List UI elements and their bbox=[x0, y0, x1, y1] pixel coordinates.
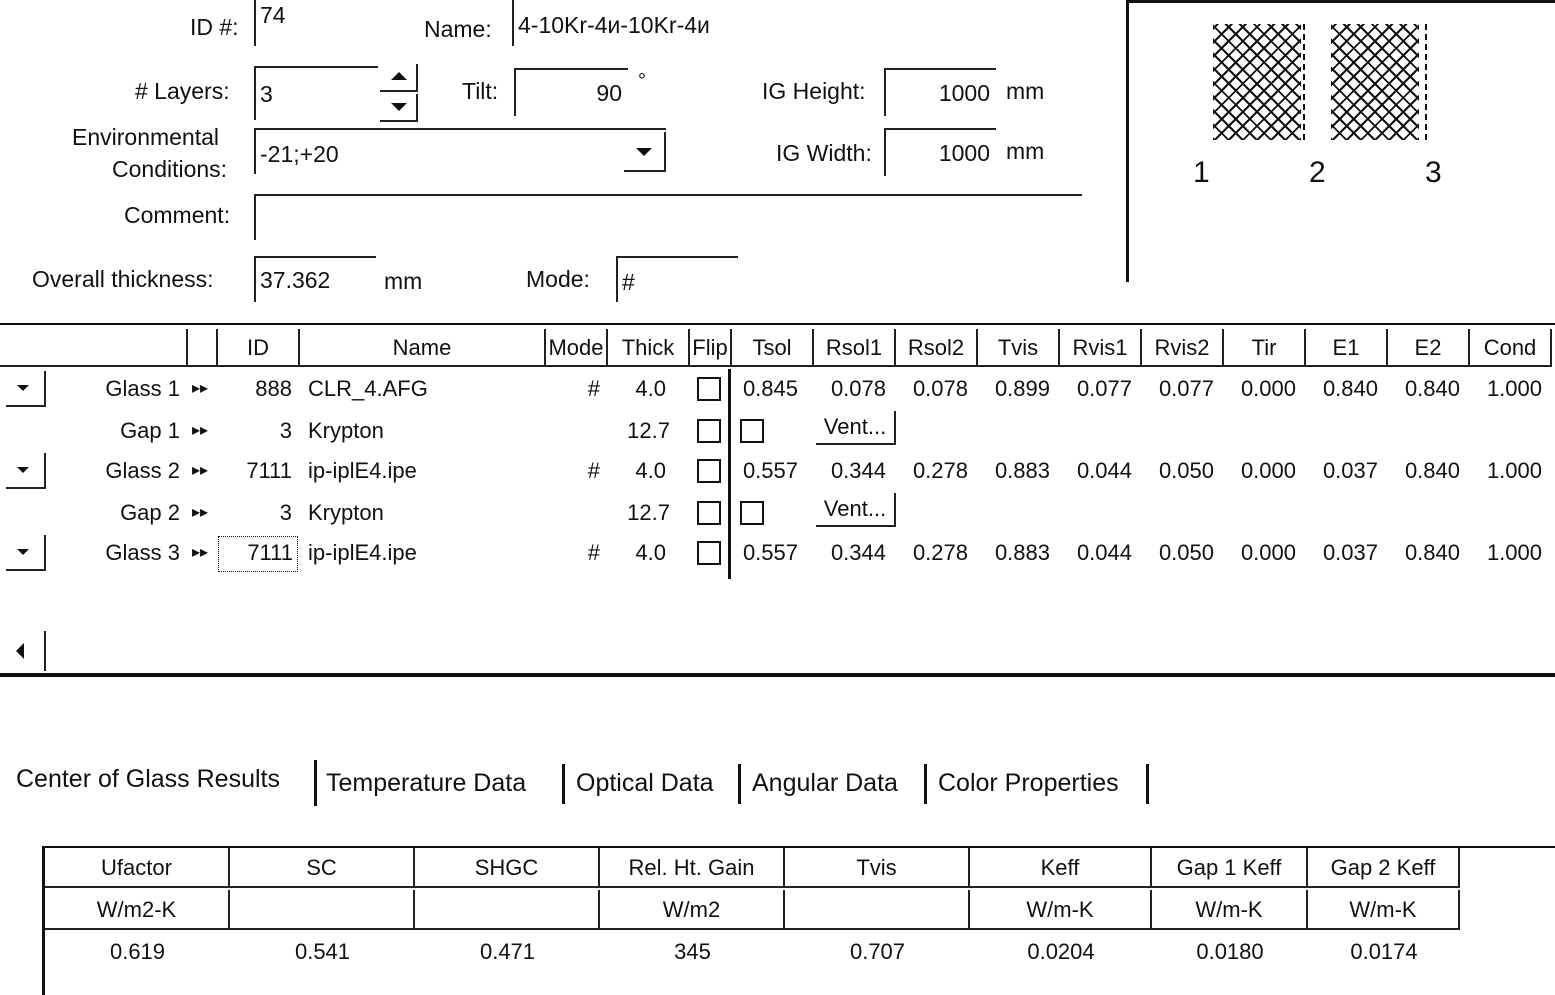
result-value-sc: 0.541 bbox=[294, 939, 351, 964]
grid-header-thick[interactable]: Thick bbox=[608, 329, 690, 367]
result-header-sc: SC bbox=[230, 848, 415, 888]
grid-header-rvis2[interactable]: Rvis2 bbox=[1142, 329, 1224, 367]
preview-top-border bbox=[1129, 0, 1555, 9]
result-value-keff: 0.0204 bbox=[1027, 939, 1095, 964]
result-value-gap1-keff: 0.0180 bbox=[1196, 939, 1264, 964]
chevron-down-icon bbox=[17, 549, 29, 555]
layers-field[interactable]: 3 bbox=[254, 66, 378, 120]
rvis1: 0.044 bbox=[1076, 458, 1132, 483]
arrows-icon[interactable]: ▸▸ bbox=[192, 544, 209, 561]
gap-checkbox[interactable] bbox=[740, 419, 764, 443]
glass-3-dropdown-button[interactable] bbox=[6, 535, 46, 571]
grid-header-tvis[interactable]: Tvis bbox=[978, 329, 1060, 367]
gap-divider-1 bbox=[1303, 24, 1305, 140]
tvis: 0.899 bbox=[994, 376, 1050, 401]
grid-header-e1[interactable]: E1 bbox=[1306, 329, 1388, 367]
vent-button[interactable]: Vent... bbox=[816, 411, 896, 445]
arrow-up-icon bbox=[391, 72, 407, 80]
layer-thick: 4.0 bbox=[635, 376, 666, 401]
result-value-gap2-keff: 0.0174 bbox=[1350, 939, 1418, 964]
tab-divider bbox=[314, 760, 317, 806]
e1: 0.037 bbox=[1322, 458, 1378, 483]
grid-header-mode[interactable]: Mode bbox=[546, 329, 608, 367]
grid-header-name[interactable]: Name bbox=[300, 329, 546, 367]
layer-label: Glass 2 bbox=[105, 458, 180, 483]
arrows-icon[interactable]: ▸▸ bbox=[192, 422, 209, 439]
results-table bbox=[42, 846, 1555, 995]
chevron-down-icon bbox=[636, 148, 652, 156]
result-unit-keff: W/m-K bbox=[970, 890, 1152, 930]
layer-name: CLR_4.AFG bbox=[308, 376, 428, 401]
result-value-tvis: 0.707 bbox=[849, 939, 906, 964]
chevron-down-icon bbox=[17, 385, 29, 391]
ig-height-field[interactable]: 1000 bbox=[884, 68, 996, 116]
result-header-gap1-keff: Gap 1 Keff bbox=[1152, 848, 1308, 888]
result-unit-tvis bbox=[785, 890, 970, 930]
comment-label: Comment: bbox=[124, 202, 231, 228]
preview-label-3: 3 bbox=[1425, 156, 1442, 189]
layer-grid bbox=[0, 323, 1555, 680]
layer-id[interactable]: 888 bbox=[255, 376, 292, 401]
tab-center-of-glass-results[interactable]: Center of Glass Results bbox=[16, 765, 280, 793]
cond: 1.000 bbox=[1486, 376, 1542, 401]
grid-header-rsol2[interactable]: Rsol2 bbox=[896, 329, 978, 367]
preview-label-1: 1 bbox=[1193, 156, 1210, 189]
glass-layer-3-icon bbox=[1331, 24, 1419, 140]
result-unit-rel-ht-gain: W/m2 bbox=[600, 890, 785, 930]
layer-thick: 4.0 bbox=[635, 458, 666, 483]
layer-label: Gap 2 bbox=[120, 500, 180, 525]
layer-name: ip-iplE4.ipe bbox=[308, 458, 417, 483]
layer-name: Krypton bbox=[308, 500, 384, 525]
tir: 0.000 bbox=[1240, 376, 1296, 401]
layer-label: Glass 1 bbox=[105, 376, 180, 401]
degree-unit: ° bbox=[638, 70, 646, 92]
layer-id[interactable]: 3 bbox=[279, 418, 292, 443]
spin-down-button[interactable] bbox=[380, 94, 418, 122]
name-field[interactable]: 4-10Kr-4и-10Kr-4и bbox=[512, 0, 1082, 46]
layers-label: # Layers: bbox=[135, 78, 230, 104]
rvis2: 0.050 bbox=[1158, 540, 1214, 565]
grid-header-flip[interactable]: Flip bbox=[690, 329, 732, 367]
env-label-2: Conditions: bbox=[112, 156, 228, 182]
layer-id[interactable]: 7111 bbox=[246, 458, 292, 483]
tab-temperature-data[interactable]: Temperature Data bbox=[326, 769, 527, 797]
flip-column-divider bbox=[728, 369, 731, 579]
thickness-unit: mm bbox=[384, 268, 423, 294]
result-unit-shgc bbox=[415, 890, 600, 930]
rvis2: 0.077 bbox=[1158, 376, 1214, 401]
env-conditions-select[interactable]: -21;+20 bbox=[254, 128, 666, 174]
e1: 0.037 bbox=[1322, 540, 1378, 565]
result-header-rel-ht-gain: Rel. Ht. Gain bbox=[600, 848, 785, 888]
id-field[interactable]: 74 bbox=[254, 0, 376, 46]
arrow-down-icon bbox=[391, 103, 407, 111]
layer-name: Krypton bbox=[308, 418, 384, 443]
e2: 0.840 bbox=[1404, 458, 1460, 483]
layer-thick: 4.0 bbox=[635, 540, 666, 565]
ig-width-field[interactable]: 1000 bbox=[884, 128, 996, 176]
layer-name: ip-iplE4.ipe bbox=[308, 540, 417, 565]
grid-header-tsol[interactable]: Tsol bbox=[732, 329, 814, 367]
gap-divider-2 bbox=[1425, 24, 1427, 140]
flip-checkbox[interactable] bbox=[697, 419, 721, 443]
thickness-field: 37.362 bbox=[254, 256, 376, 302]
tsol: 0.557 bbox=[742, 540, 798, 565]
layer-id[interactable]: 3 bbox=[279, 500, 292, 525]
scroll-left-button[interactable] bbox=[6, 631, 46, 671]
spin-up-button[interactable] bbox=[380, 64, 418, 92]
e1: 0.840 bbox=[1322, 376, 1378, 401]
name-label: Name: bbox=[424, 16, 492, 42]
tvis: 0.883 bbox=[994, 540, 1050, 565]
layer-mode: # bbox=[587, 458, 600, 483]
result-header-gap2-keff: Gap 2 Keff bbox=[1308, 848, 1460, 888]
result-unit-gap1-keff: W/m-K bbox=[1152, 890, 1308, 930]
tab-divider bbox=[924, 764, 927, 804]
thickness-label: Overall thickness: bbox=[32, 266, 214, 292]
tsol: 0.557 bbox=[742, 458, 798, 483]
grid-header-blank bbox=[0, 329, 188, 367]
result-value-shgc: 0.471 bbox=[479, 939, 536, 964]
tab-color-properties[interactable]: Color Properties bbox=[938, 769, 1119, 797]
arrows-icon[interactable]: ▸▸ bbox=[192, 462, 209, 479]
rvis1: 0.077 bbox=[1076, 376, 1132, 401]
tir: 0.000 bbox=[1240, 540, 1296, 565]
grid-bottom-border bbox=[0, 673, 1555, 677]
e2: 0.840 bbox=[1404, 376, 1460, 401]
layer-thick: 12.7 bbox=[627, 500, 670, 525]
layer-label: Gap 1 bbox=[120, 418, 180, 443]
layer-thick: 12.7 bbox=[627, 418, 670, 443]
arrows-icon[interactable]: ▸▸ bbox=[192, 504, 209, 521]
rsol2: 0.078 bbox=[912, 376, 968, 401]
ig-height-unit: mm bbox=[1006, 78, 1045, 104]
tab-divider bbox=[1146, 764, 1149, 804]
grid-header-e2[interactable]: E2 bbox=[1388, 329, 1470, 367]
result-unit-gap2-keff: W/m-K bbox=[1308, 890, 1460, 930]
tsol: 0.845 bbox=[742, 376, 798, 401]
ig-height-label: IG Height: bbox=[762, 78, 866, 104]
grid-header-rvis1[interactable]: Rvis1 bbox=[1060, 329, 1142, 367]
result-value-ufactor: 0.619 bbox=[109, 939, 166, 964]
env-label-1: Environmental bbox=[72, 124, 220, 150]
result-header-shgc: SHGC bbox=[415, 848, 600, 888]
tab-divider bbox=[738, 764, 741, 804]
glass-2-dropdown-button[interactable] bbox=[6, 453, 46, 489]
grid-header-arrow bbox=[188, 329, 218, 367]
result-unit-sc bbox=[230, 890, 415, 930]
e2: 0.840 bbox=[1404, 540, 1460, 565]
tab-divider bbox=[562, 764, 565, 804]
cond: 1.000 bbox=[1486, 540, 1542, 565]
id-label: ID #: bbox=[190, 14, 239, 40]
tab-angular-data[interactable]: Angular Data bbox=[752, 769, 898, 797]
tilt-label: Tilt: bbox=[462, 78, 499, 104]
flip-checkbox[interactable] bbox=[697, 377, 721, 401]
result-unit-ufactor: W/m2-K bbox=[45, 890, 230, 930]
layer-preview-panel bbox=[1126, 0, 1555, 282]
mode-field[interactable]: # bbox=[616, 256, 738, 302]
grid-header-cond[interactable]: Cond bbox=[1470, 329, 1552, 367]
ig-width-unit: mm bbox=[1006, 138, 1045, 164]
layer-mode: # bbox=[587, 540, 600, 565]
result-header-keff: Keff bbox=[970, 848, 1152, 888]
flip-checkbox[interactable] bbox=[697, 541, 721, 565]
tab-optical-data[interactable]: Optical Data bbox=[576, 769, 714, 797]
flip-checkbox[interactable] bbox=[697, 501, 721, 525]
chevron-down-icon bbox=[17, 467, 29, 473]
arrows-icon[interactable]: ▸▸ bbox=[192, 380, 209, 397]
rvis1: 0.044 bbox=[1076, 540, 1132, 565]
layers-spinner[interactable] bbox=[380, 64, 422, 124]
vent-button[interactable]: Vent... bbox=[816, 493, 896, 527]
tvis: 0.883 bbox=[994, 458, 1050, 483]
glass-layer-1-icon bbox=[1213, 24, 1301, 140]
grid-header-rsol1[interactable]: Rsol1 bbox=[814, 329, 896, 367]
arrow-left-icon bbox=[16, 643, 24, 659]
rsol2: 0.278 bbox=[912, 458, 968, 483]
grid-header-id[interactable]: ID bbox=[218, 329, 300, 367]
grid-header-tir[interactable]: Tir bbox=[1224, 329, 1306, 367]
layer-id-selected[interactable]: 7111 bbox=[218, 536, 298, 572]
mode-label: Mode: bbox=[526, 266, 590, 292]
gap-checkbox[interactable] bbox=[740, 501, 764, 525]
tir: 0.000 bbox=[1240, 458, 1296, 483]
result-value-rel-ht-gain: 345 bbox=[674, 939, 711, 964]
layer-mode: # bbox=[587, 376, 600, 401]
result-header-ufactor: Ufactor bbox=[45, 848, 230, 888]
flip-checkbox[interactable] bbox=[697, 459, 721, 483]
ig-width-label: IG Width: bbox=[776, 140, 872, 166]
result-header-tvis: Tvis bbox=[785, 848, 970, 888]
rsol2: 0.278 bbox=[912, 540, 968, 565]
preview-label-2: 2 bbox=[1309, 156, 1326, 189]
env-dropdown-button[interactable] bbox=[624, 132, 666, 172]
cond: 1.000 bbox=[1486, 458, 1542, 483]
rsol1: 0.344 bbox=[830, 458, 886, 483]
glass-1-dropdown-button[interactable] bbox=[6, 371, 46, 407]
tilt-field[interactable]: 90 bbox=[514, 68, 628, 116]
rsol1: 0.344 bbox=[830, 540, 886, 565]
rsol1: 0.078 bbox=[830, 376, 886, 401]
comment-field[interactable] bbox=[254, 194, 1082, 240]
layer-label: Glass 3 bbox=[105, 540, 180, 565]
rvis2: 0.050 bbox=[1158, 458, 1214, 483]
